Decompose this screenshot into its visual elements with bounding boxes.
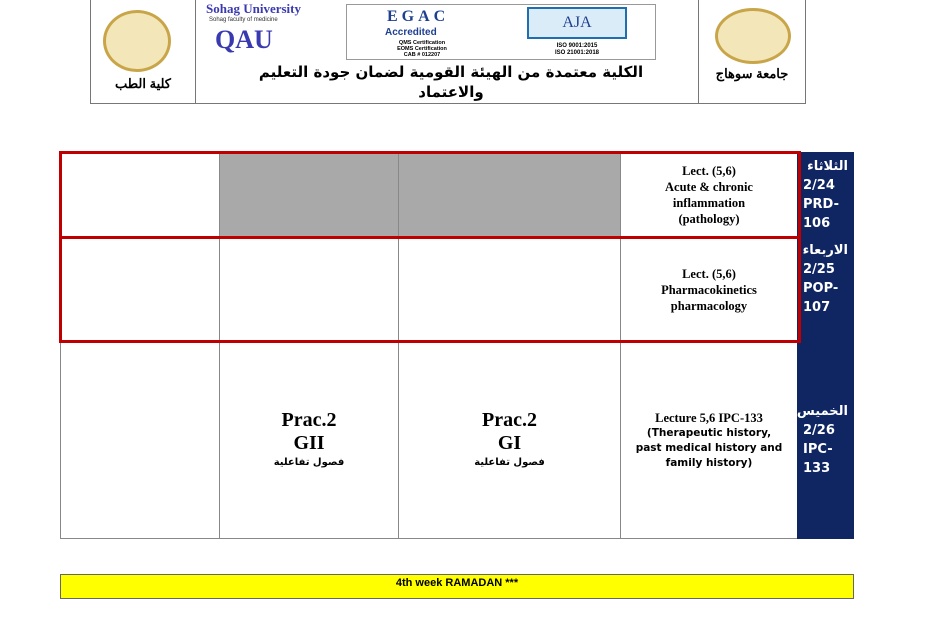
qau-logo: QAU <box>215 25 273 54</box>
egac-lines: QMS Certification EOMS Certification CAB # 012207 <box>397 40 447 58</box>
cell-empty <box>219 237 399 342</box>
lecture-cell: Lect. (5,6) Pharmacokinetics pharmacology <box>620 237 798 342</box>
practical-gii-cell: Prac.2 GII فصول تفاعلية <box>219 341 399 539</box>
lecture-cell: Lect. (5,6) Acute & chronic inflammation (pathology) <box>620 152 798 238</box>
day-cell: الاربعاء 2/25 POP- 107 <box>797 237 854 342</box>
cell-empty <box>60 341 220 539</box>
aja-lines: ISO 9001:2015 ISO 21001:2018 <box>554 43 600 56</box>
university-logo <box>715 8 791 64</box>
day-cell: الثلاثاء 2/24 PRD- 106 <box>797 152 854 238</box>
header-title: الكلية معتمدة من الهيئة القومية لضمان جودة التعليم والاعتماد <box>258 63 644 101</box>
faculty-label: كلية الطب <box>115 76 171 91</box>
faculty-logo <box>103 10 171 72</box>
header-divider <box>195 0 196 104</box>
aja-logo: AJA <box>527 7 627 39</box>
header <box>90 0 806 104</box>
sohag-logo-subtext: Sohag faculty of medicine <box>209 17 278 23</box>
lecture-cell: Lecture 5,6 IPC-133 (Therapeutic history, past medical history and family history) <box>620 341 798 539</box>
cell-empty <box>60 152 220 238</box>
practical-gi-cell: Prac.2 GI فصول تفاعلية <box>398 341 621 539</box>
egac-accredited: Accredited <box>385 27 437 38</box>
cell-shaded <box>398 152 621 238</box>
accreditation-logos <box>346 4 656 60</box>
day-cell: الخميس 2/26 IPC- 133 <box>797 341 854 539</box>
cell-empty <box>60 237 220 342</box>
sohag-logo-text: Sohag University <box>206 1 301 16</box>
university-label: جامعة سوهاج <box>715 66 789 81</box>
cell-empty <box>398 237 621 342</box>
cell-shaded <box>219 152 399 238</box>
egac-logo: EGAC <box>387 8 450 25</box>
ramadan-banner: 4th week RAMADAN *** <box>60 574 854 599</box>
header-divider <box>698 0 699 104</box>
